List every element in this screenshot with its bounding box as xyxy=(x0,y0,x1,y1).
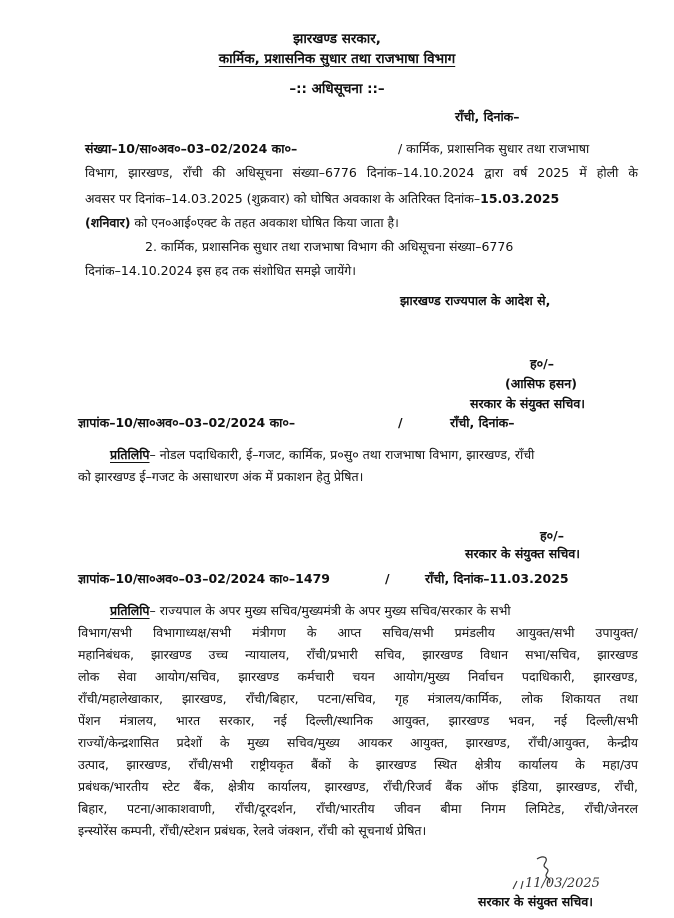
notice-title: –:: अधिसूचना ::– xyxy=(289,81,385,97)
header-place-date: राँची, दिनांक– xyxy=(455,109,520,124)
memo2-line8: उत्पाद, झारखण्ड, राँची/सभी राष्ट्रीयकृत बैंकों के झारखण्ड स्थित क्षेत्रीय कार्यालय के महा/उप xyxy=(78,757,638,772)
handwritten-signature xyxy=(507,853,662,897)
notification-line2: विभाग, झारखण्ड, राँची की अधिसूचना संख्या–6776 दिनांक–14.10.2024 द्वारा वर्ष 2025 में होली के xyxy=(85,165,638,180)
memo1-line1 xyxy=(110,446,534,464)
holiday-date: 15.03.2025 xyxy=(480,191,560,206)
memo1-ref: ज्ञापांक–10/सा०अव०–03–02/2024 का०– xyxy=(78,415,296,430)
handwritten-date: 11/03/2025 xyxy=(525,876,600,891)
memo2-line4: लोक सेवा आयोग/सचिव, झारखण्ड कर्मचारी चयन आयोग/मुख्य निर्वाचन पदाधिकारी, झारखण्ड, xyxy=(78,669,638,684)
notification-para2-line1: 2. कार्मिक, प्रशासनिक सुधार तथा राजभाषा विभाग की अधिसूचना संख्या–6776 xyxy=(145,239,514,254)
notification-para2-line2: दिनांक–14.10.2024 इस हद तक संशोधित समझे जायेंगे। xyxy=(85,263,357,278)
notification-line1-rest: / कार्मिक, प्रशासनिक सुधार तथा राजभाषा xyxy=(398,141,590,156)
memo2-line7: राज्यों/केन्द्रशासित प्रदेशों के मुख्य सचिव/मुख्य आयकर आयुक्त, झारखण्ड, राँची/आयुक्त, केन्द्रीय xyxy=(78,735,638,750)
holiday-day: (शनिवार) xyxy=(85,215,131,230)
signature2-signed: ह०/– xyxy=(540,528,564,543)
memo2-line9: प्रबंधक/भारतीय स्टेट बैंक, क्षेत्रीय कार्यालय, झारखण्ड, राँची/रिजर्व बैंक ऑफ इंडिया, झारखण्ड, राँची, xyxy=(78,779,638,794)
memo1-copy-label: प्रतिलिपि xyxy=(110,447,150,462)
signature1-designation: सरकार के संयुक्त सचिव। xyxy=(470,396,586,411)
notification-line4 xyxy=(85,214,399,232)
notification-line3 xyxy=(85,190,559,208)
signatory-name: (आसिफ हसन) xyxy=(505,376,577,391)
memo2-line1 xyxy=(110,602,511,620)
memo1-line1-text: – नोडल पदाधिकारी, ई–गजट, कार्मिक, प्र०सु० तथा राजभाषा विभाग, झारखण्ड, राँची xyxy=(149,447,535,462)
notification-line4-text: को एन०आई०एक्ट के तहत अवकाश घोषित किया जाता है। xyxy=(130,215,399,230)
memo2-line10: बिहार, पटना/आकाशवाणी, राँची/दूरदर्शन, राँची/भारतीय जीवन बीमा निगम लिमिटेड, राँची/जेनरल xyxy=(78,801,638,816)
signature1-signed: ह०/– xyxy=(530,356,554,371)
memo1-line2: को झारखण्ड ई–गजट के असाधारण अंक में प्रकाशन हेतु प्रेषित। xyxy=(78,469,364,484)
notification-line3-text: अवसर पर दिनांक–14.03.2025 (शुक्रवार) को घोषित अवकाश के अतिरिक्त दिनांक– xyxy=(85,191,481,206)
memo2-copy-label: प्रतिलिपि xyxy=(110,603,150,618)
notification-ref: संख्या–10/सा०अव०–03–02/2024 का०– xyxy=(85,141,298,156)
memo2-line2: विभाग/सभी विभागाध्यक्ष/सभी मंत्रीगण के आप्त सचिव/सभी प्रमंडलीय आयुक्त/सभी उपायुक्त/ xyxy=(78,625,638,640)
memo2-place-date: राँची, दिनांक–11.03.2025 xyxy=(425,571,569,586)
memo2-slash: / xyxy=(385,571,390,586)
memo2-line6: पेंशन मंत्रालय, भारत सरकार, नई दिल्ली/स्थानिक आयुक्त, झारखण्ड भवन, नई दिल्ली/सभी xyxy=(78,713,638,728)
memo1-place-date: राँची, दिनांक– xyxy=(450,415,515,430)
org-name: झारखण्ड सरकार, xyxy=(293,31,381,47)
department-name: कार्मिक, प्रशासनिक सुधार तथा राजभाषा विभाग xyxy=(218,51,456,67)
by-order-line: झारखण्ड राज्यपाल के आदेश से, xyxy=(400,293,551,308)
memo2-line5: राँची/महालेखाकार, झारखण्ड, राँची/बिहार, पटना/सचिव, गृह मंत्रालय/कार्मिक, लोक शिकायत तथा xyxy=(78,691,638,706)
memo2-line3: महानिबंधक, झारखण्ड उच्च न्यायालय, राँची/प्रभारी सचिव, झारखण्ड विधान सभा/सचिव, झारखण्ड xyxy=(78,647,638,662)
memo2-ref: ज्ञापांक–10/सा०अव०–03–02/2024 का०–1479 xyxy=(78,571,330,586)
signature3-designation: सरकार के संयुक्त सचिव। xyxy=(478,894,594,909)
signature2-designation: सरकार के संयुक्त सचिव। xyxy=(465,546,581,561)
memo2-line11: इन्स्योरेंस कम्पनी, राँची/स्टेशन प्रबंधक, रेलवे जंक्शन, राँची को सूचनार्थ प्रेषित। xyxy=(78,823,427,838)
memo1-slash: / xyxy=(398,415,403,430)
memo2-line1-text: – राज्यपाल के अपर मुख्य सचिव/मुख्यमंत्री के अपर मुख्य सचिव/सरकार के सभी xyxy=(149,603,511,618)
